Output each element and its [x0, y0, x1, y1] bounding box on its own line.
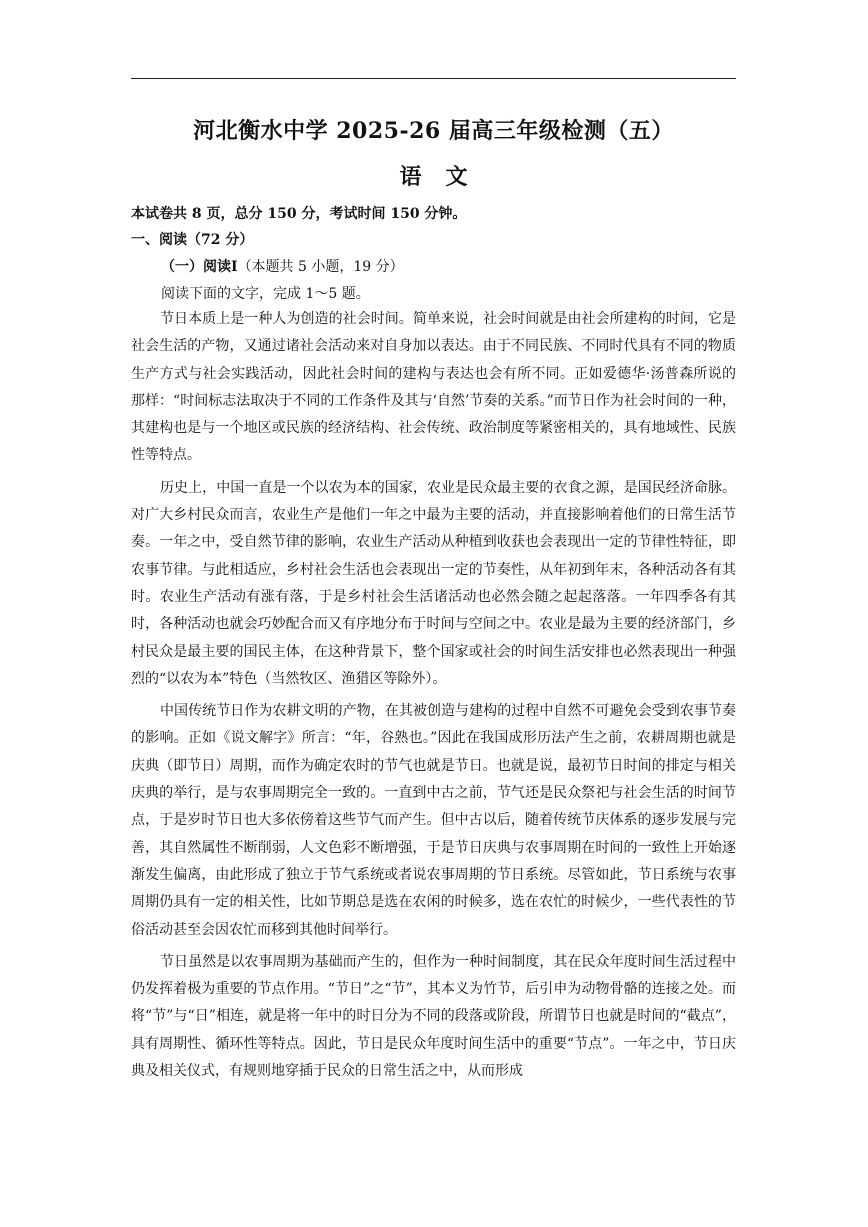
- passage-paragraph: 节日本质上是一种人为创造的社会时间。简单来说，社会时间就是由社会所建构的时间，它是社会生活的产物，又通过诸社会活动来对自身加以表达。由于不同民族、不同时代具有不同的物质生产方式与社会实践活动，因此社会时间的建构与表达也会有所不同。正如爱德华·汤普森所说的那样：“时间标志法取决于不同的工作条件及其与‘自然’节奏的关系。”而节日作为社会时间的一种，其建构也是与一个地区或民族的经济结构、社会传统、政治制度等紧密相关的，具有地域性、民族性等特点。: [131, 311, 736, 464]
- exam-title: 河北衡水中学 2025-26 届高三年级检测（五）: [193, 118, 674, 144]
- header-rule: [131, 78, 736, 79]
- passage-paragraph: 历史上，中国一直是一个以农为本的国家，农业是民众最主要的衣食之源，是国民经济命脉。对广大乡村民众而言，农业生产是他们一年之中最为主要的活动，并直接影响着他们的日常生活节奏。一年之中，受自然节律的影响，农业生产活动从种植到收获也会表现出一定的节律性特征，即农事节律。与此相适应，乡村社会生活也会表现出一定的节奏性，从年初到年末，各种活动各有其时。农业生产活动有涨有落，于是乡村社会生活诸活动也必然会随之起起落落。一年四季各有其时，各种活动也就会巧妙配合而又有序地分布于时间与空间之中。农业是最为主要的经济部门，乡村民众是最主要的国民主体，在这种背景下，整个国家或社会的时间生活安排也必然表现出一种强烈的“以农为本”特色（当然牧区、渔猎区等除外）。: [131, 479, 736, 687]
- section-heading: 一、阅读（72 分）: [131, 232, 254, 248]
- subsection-detail: （本题共 5 小题，19 分）: [237, 259, 404, 275]
- subsection-heading: [161, 256, 404, 276]
- passage-paragraph: 节日虽然是以农事周期为基础而产生的，但作为一种时间制度，其在民众年度时间生活过程中仍发挥着极为重要的节点作用。“节日”之“节”，其本义为竹节，后引申为动物骨骼的连接之处。而将“节”与“日”相连，就是将一年中的时日分为不同的段落或阶段，所谓节日也就是时间的“截点”，具有周期性、循环性等特点。因此，节日是民众年度时间生活中的重要“节点”。一年之中，节日庆典及相关仪式，有规则地穿插于民众的日常生活之中，从而形成: [131, 953, 736, 1080]
- exam-info: 本试卷共 8 页，总分 150 分，考试时间 150 分钟。: [131, 206, 467, 222]
- passage-paragraph: 中国传统节日作为农耕文明的产物，在其被创造与建构的过程中自然不可避免会受到农事节奏的影响。正如《说文解字》所言：“年，谷熟也。”因此在我国成形历法产生之前，农耕周期也就是庆典（即节日）周期，而作为确定农时的节气也就是节日。也就是说，最初节日时间的排定与相关庆典的举行，是与农事周期完全一致的。一直到中古之前，节气还是民众祭祀与社会生活的时间节点，于是岁时节日也大多依傍着这些节气而产生。但中古以后，随着传统节庆体系的逐步发展与完善，其自然属性不断削弱，人文色彩不断增强，于是节日庆典与农事周期在时间的一致性上开始逐渐发生偏离，由此形成了独立于节气系统或者说农事周期的节日系统。尽管如此，节日系统与农事周期仍具有一定的相关性，比如节期总是选在农闲的时候多，选在农忙的时候少，一些代表性的节俗活动甚至会因农忙而移到其他时间举行。: [131, 703, 736, 938]
- subject-title: 语文: [399, 164, 492, 190]
- reading-instruction: 阅读下面的文字，完成 1～5 题。: [161, 286, 370, 302]
- reading-passage: [131, 306, 736, 1090]
- subsection-label: （一）阅读Ⅰ: [161, 259, 238, 275]
